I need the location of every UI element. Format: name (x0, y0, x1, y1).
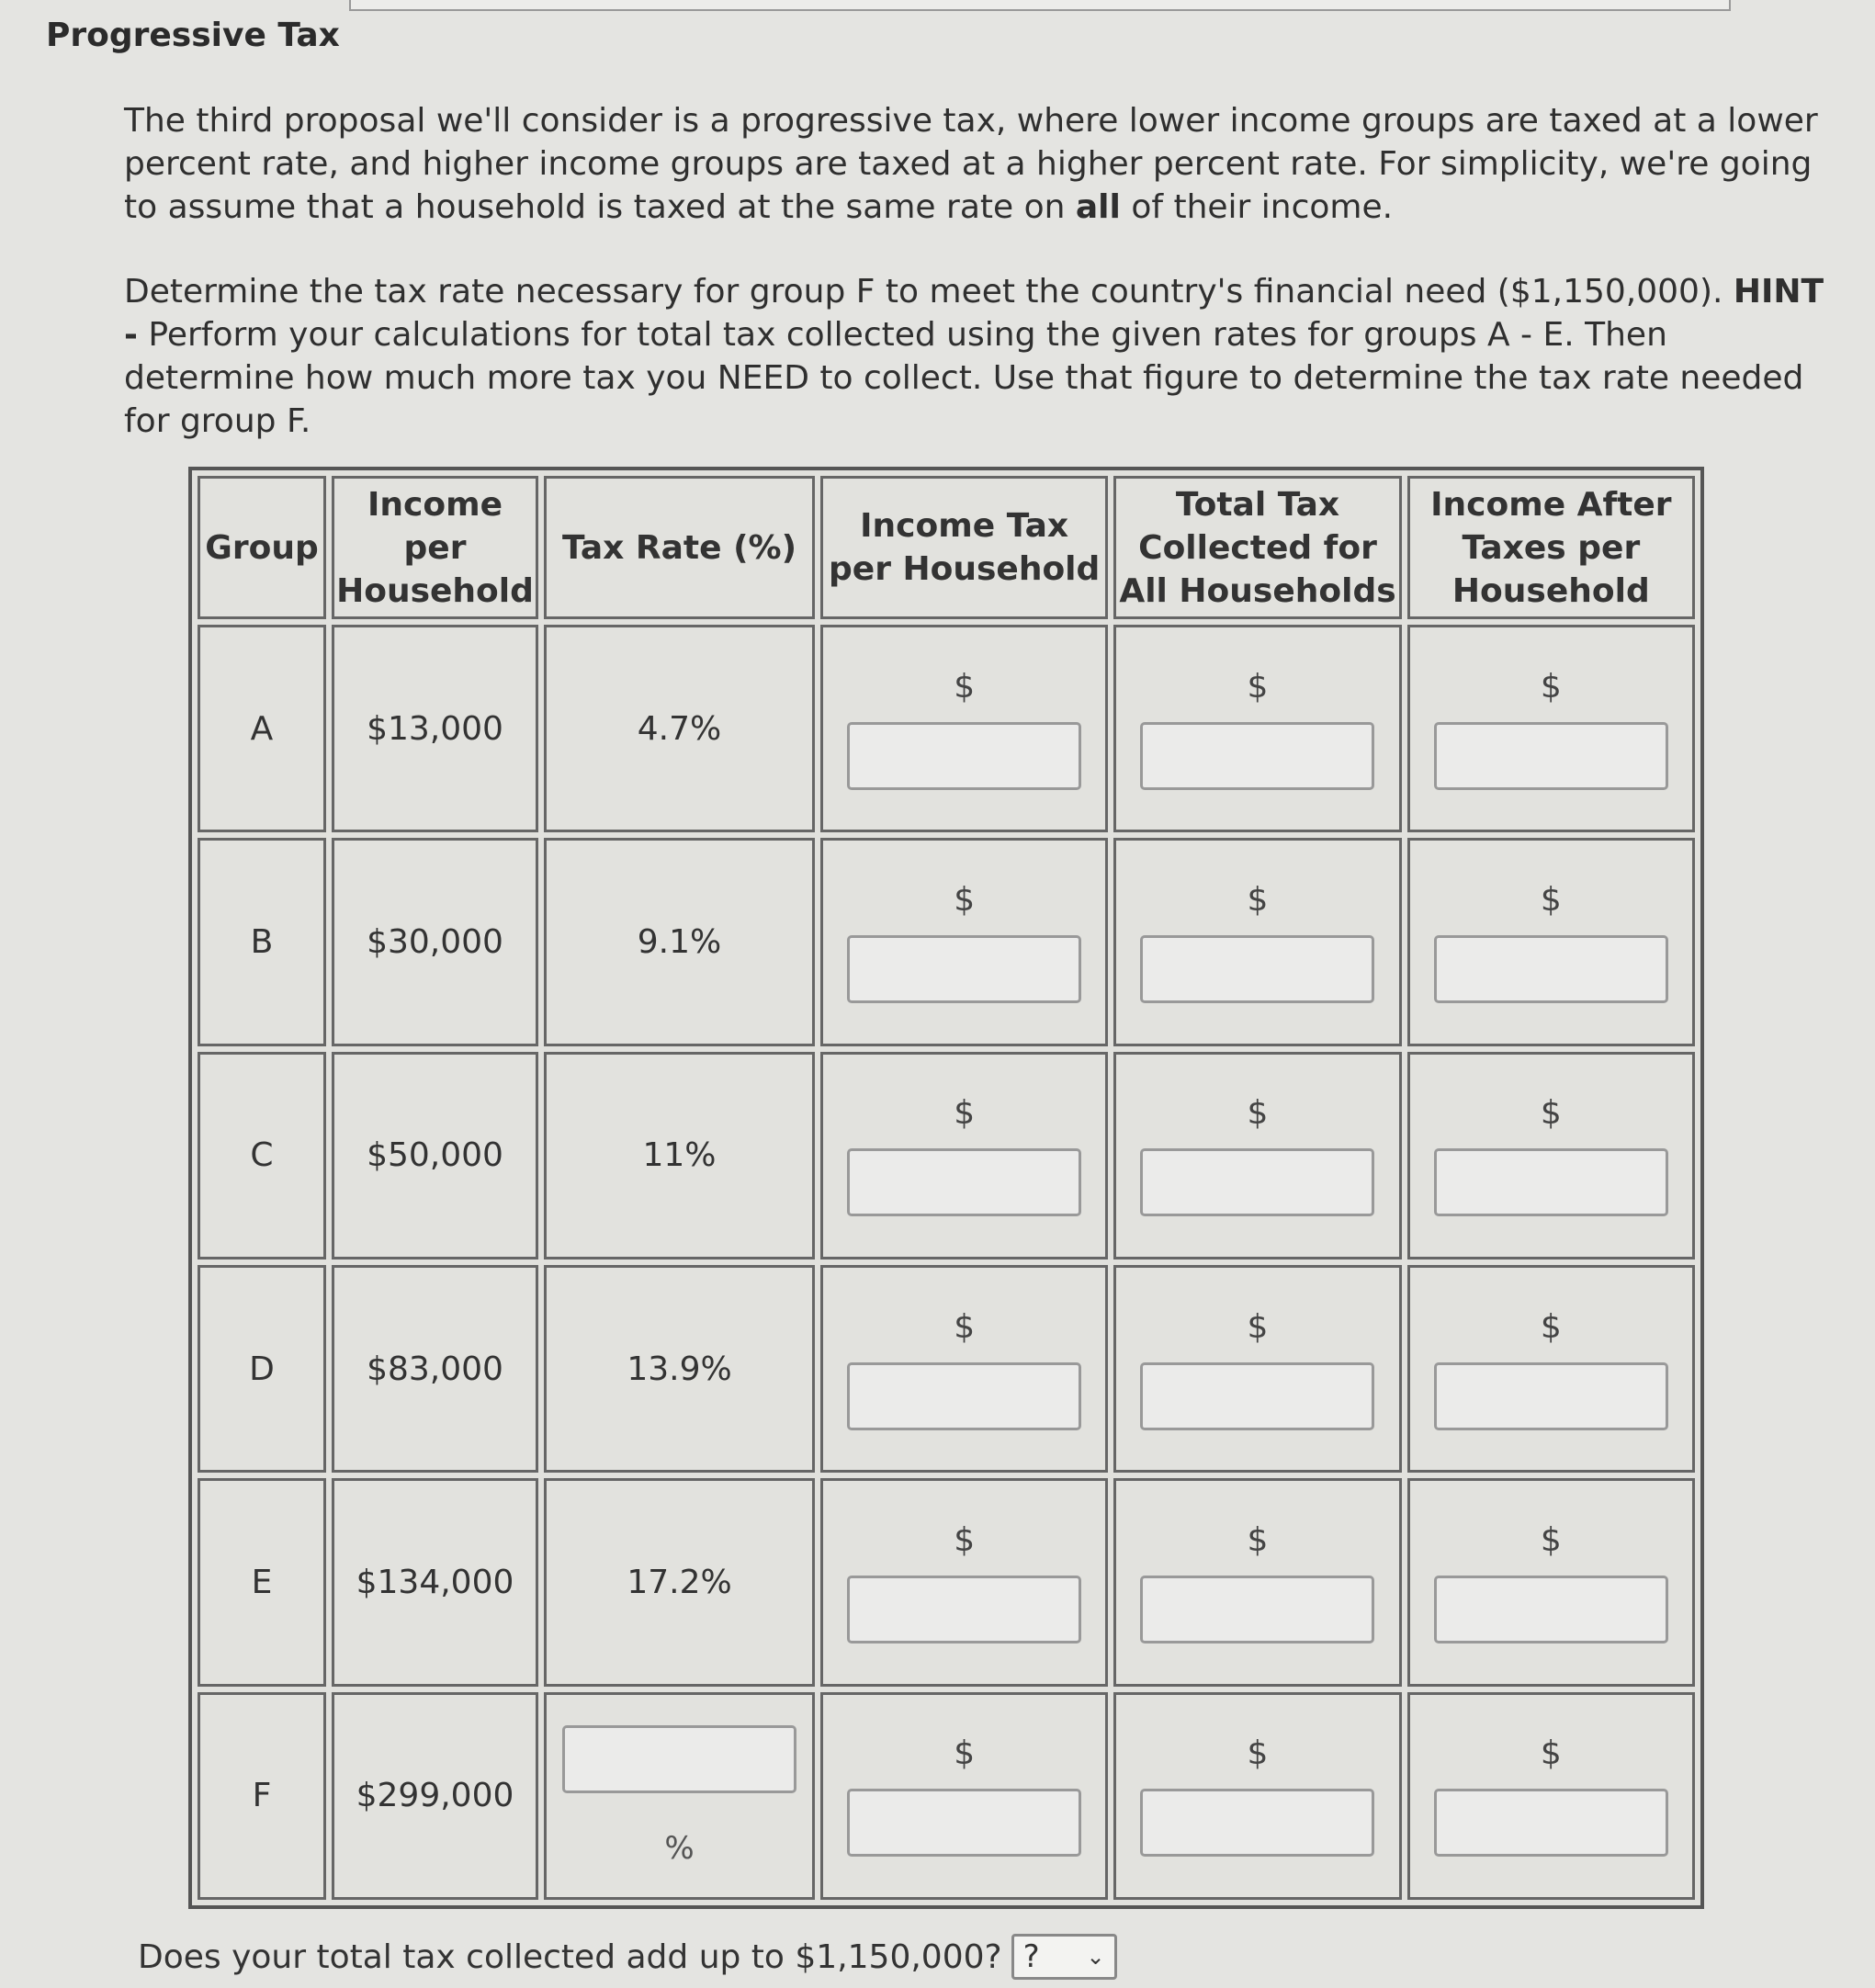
dollar-sign: $ (954, 1520, 976, 1559)
total-tax-cell (1113, 1478, 1401, 1686)
table-row (198, 625, 1695, 832)
top-frame-edge (349, 0, 1731, 11)
rate-cell: 4.7% (544, 625, 815, 832)
total-tax-input[interactable] (1140, 935, 1374, 1003)
rate-cell (544, 1692, 815, 1900)
page-title: Progressive Tax (46, 17, 340, 54)
income-cell: $13,000 (332, 625, 538, 832)
answer-select[interactable] (1011, 1934, 1117, 1980)
header-total-tax: Total Tax Collected for All Households (1113, 476, 1401, 619)
total-tax-cell (1113, 1052, 1401, 1259)
instructions-paragraph (124, 270, 1833, 443)
intro-text-b: of their income. (1120, 188, 1394, 226)
dollar-sign: $ (1247, 667, 1269, 706)
dollar-sign: $ (954, 667, 976, 706)
income-tax-cell (820, 1692, 1108, 1900)
table-row (198, 1478, 1695, 1686)
rate-cell: 9.1% (544, 838, 815, 1045)
instructions-text-b: Perform your calculations for total tax collected using the given rates for groups A - E. Then determine how much more tax you NEED to collect. Use that figure to determine the tax rate needed for group F. (124, 316, 1804, 440)
tax-table (192, 470, 1700, 1905)
dollar-sign: $ (1540, 1520, 1562, 1559)
dollar-sign: $ (954, 1094, 976, 1133)
income-tax-input[interactable] (847, 1576, 1081, 1643)
group-cell: F (198, 1692, 326, 1900)
income-after-input[interactable] (1434, 722, 1668, 790)
income-tax-cell (820, 838, 1108, 1045)
total-tax-input[interactable] (1140, 1576, 1374, 1643)
income-tax-input[interactable] (847, 1148, 1081, 1216)
dollar-sign: $ (954, 1307, 976, 1346)
income-tax-cell (820, 1478, 1108, 1686)
table-row (198, 838, 1695, 1045)
header-rate: Tax Rate (%) (544, 476, 815, 619)
total-tax-cell (1113, 1692, 1401, 1900)
income-tax-input[interactable] (847, 935, 1081, 1003)
table-row (198, 1265, 1695, 1473)
income-tax-input[interactable] (847, 1789, 1081, 1857)
dollar-sign: $ (1247, 1307, 1269, 1346)
header-income-after: Income After Taxes per Household (1407, 476, 1695, 619)
group-cell: B (198, 838, 326, 1045)
intro-text-a: The third proposal we'll consider is a progressive tax, where lower income groups are taxed at a lower percent rate, and higher income groups are taxed at a higher percent rate. For simplicity, we're going to assume that a household is taxed at the same rate on (124, 102, 1818, 226)
income-after-input[interactable] (1434, 1789, 1668, 1857)
dollar-sign: $ (1540, 1094, 1562, 1133)
table-row (198, 1692, 1695, 1900)
income-after-cell (1407, 1265, 1695, 1473)
group-cell: D (198, 1265, 326, 1473)
total-tax-input[interactable] (1140, 1148, 1374, 1216)
income-after-input[interactable] (1434, 1576, 1668, 1643)
hint-label: HINT - (124, 273, 1824, 354)
income-after-input[interactable] (1434, 935, 1668, 1003)
tax-table-frame (188, 467, 1704, 1909)
header-row (198, 476, 1695, 619)
income-tax-cell (820, 625, 1108, 832)
income-after-input[interactable] (1434, 1148, 1668, 1216)
income-after-cell (1407, 1478, 1695, 1686)
income-after-cell (1407, 1052, 1695, 1259)
rate-cell: 11% (544, 1052, 815, 1259)
income-cell: $30,000 (332, 838, 538, 1045)
total-tax-cell (1113, 625, 1401, 832)
income-after-cell (1407, 625, 1695, 832)
group-cell: A (198, 625, 326, 832)
dollar-sign: $ (1247, 1094, 1269, 1133)
dollar-sign: $ (1247, 1520, 1269, 1559)
total-check-question (138, 1934, 1117, 1980)
income-after-input[interactable] (1434, 1362, 1668, 1430)
dollar-sign: $ (1540, 667, 1562, 706)
group-cell: C (198, 1052, 326, 1259)
income-after-cell (1407, 838, 1695, 1045)
group-cell: E (198, 1478, 326, 1686)
rate-cell: 13.9% (544, 1265, 815, 1473)
total-tax-cell (1113, 1265, 1401, 1473)
income-tax-input[interactable] (847, 722, 1081, 790)
income-cell: $299,000 (332, 1692, 538, 1900)
header-income: Income per Household (332, 476, 538, 619)
income-tax-input[interactable] (847, 1362, 1081, 1430)
dollar-sign: $ (1247, 1734, 1269, 1773)
header-income-tax: Income Tax per Household (820, 476, 1108, 619)
percent-sign: % (664, 1829, 695, 1867)
rate-cell: 17.2% (544, 1478, 815, 1686)
chevron-down-icon: ⌄ (1086, 1944, 1105, 1970)
dollar-sign: $ (1540, 1734, 1562, 1773)
tax-rate-input[interactable] (562, 1725, 796, 1793)
select-value: ? (1022, 1938, 1040, 1975)
dollar-sign: $ (954, 1734, 976, 1773)
dollar-sign: $ (1540, 1307, 1562, 1346)
income-tax-cell (820, 1265, 1108, 1473)
income-cell: $50,000 (332, 1052, 538, 1259)
total-tax-input[interactable] (1140, 1362, 1374, 1430)
income-after-cell (1407, 1692, 1695, 1900)
dollar-sign: $ (1540, 880, 1562, 919)
income-cell: $134,000 (332, 1478, 538, 1686)
income-cell: $83,000 (332, 1265, 538, 1473)
header-group: Group (198, 476, 326, 619)
question-text: Does your total tax collected add up to $1,150,000? (138, 1937, 1002, 1976)
total-tax-input[interactable] (1140, 1789, 1374, 1857)
intro-text-bold: all (1075, 188, 1121, 226)
intro-paragraph (124, 99, 1833, 229)
income-tax-cell (820, 1052, 1108, 1259)
dollar-sign: $ (954, 880, 976, 919)
instructions-text-a: Determine the tax rate necessary for group F to meet the country's financial need ($1,150,000). (124, 273, 1734, 311)
total-tax-cell (1113, 838, 1401, 1045)
dollar-sign: $ (1247, 880, 1269, 919)
table-row (198, 1052, 1695, 1259)
total-tax-input[interactable] (1140, 722, 1374, 790)
